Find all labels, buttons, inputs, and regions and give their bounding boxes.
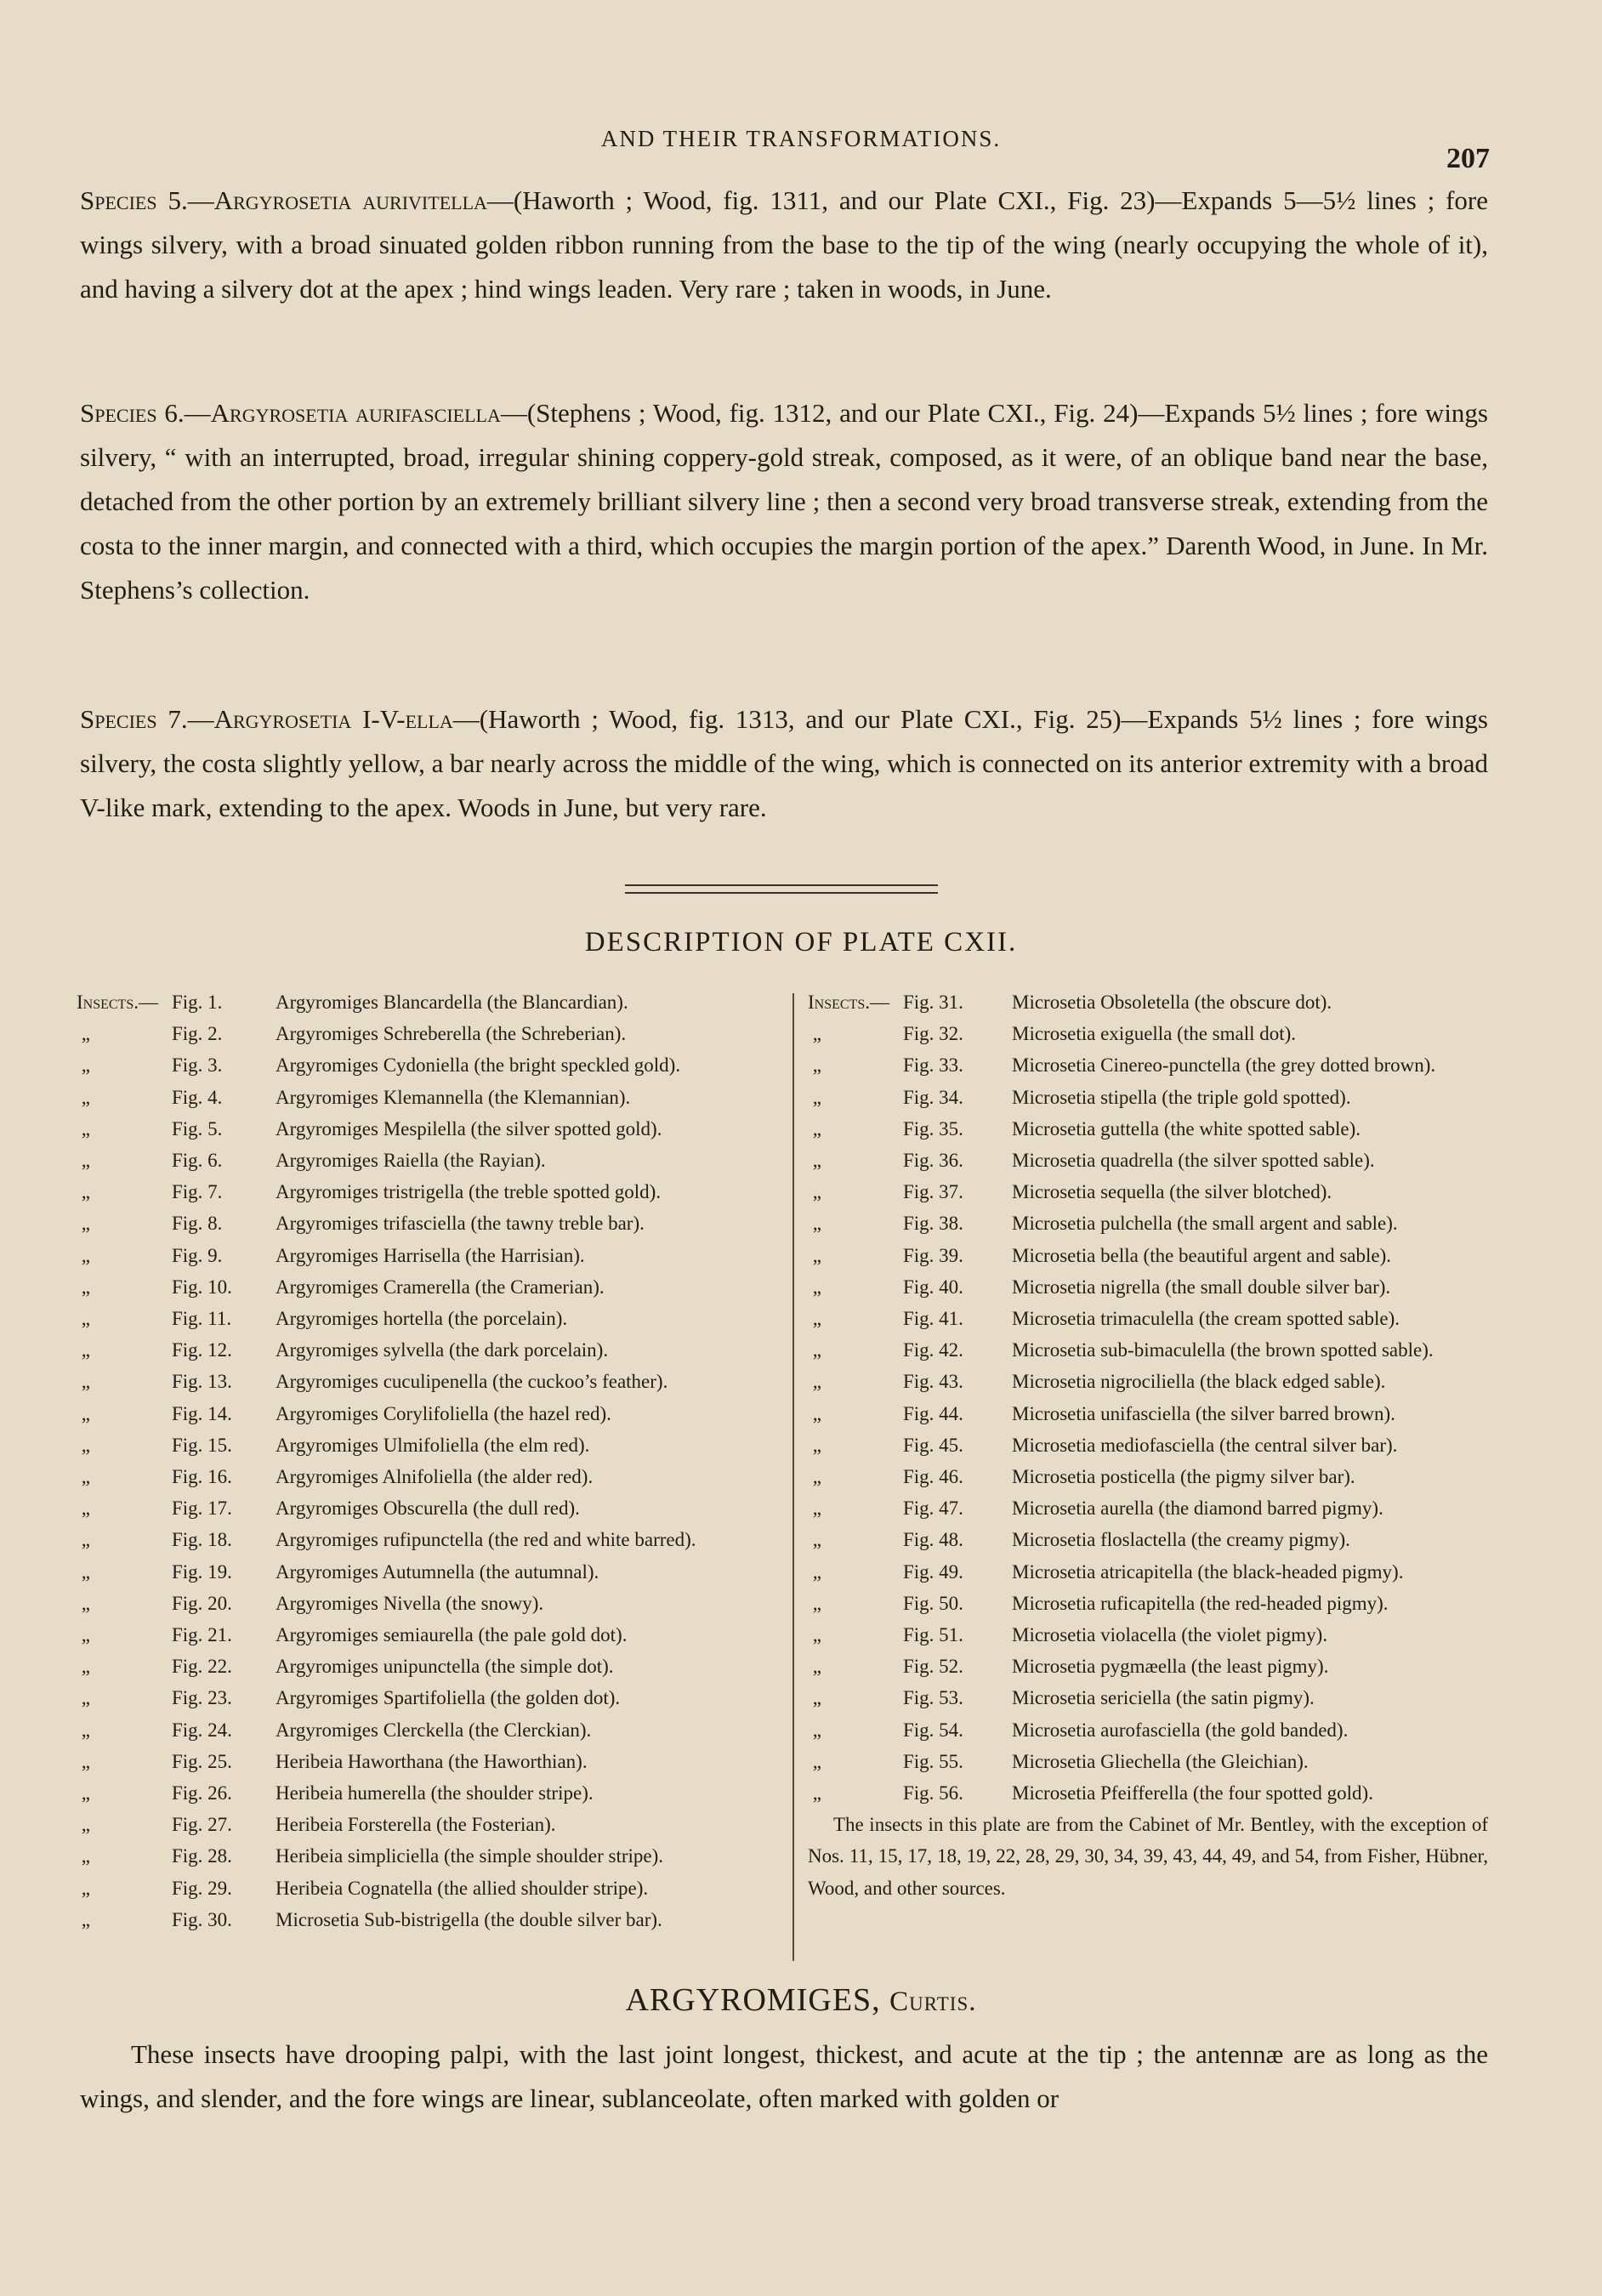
figure-description: Argyromiges Cydoniella (the bright speckled gold).: [276, 1054, 681, 1077]
figure-description: Microsetia floslactella (the creamy pigmy).: [1012, 1529, 1350, 1551]
figure-number: Fig. 38.: [903, 1213, 963, 1235]
ditto-mark: „: [808, 1276, 821, 1298]
plate-note: The insects in this plate are from the Cabinet of Mr. Bentley, with the exception of Nos. 11, 15, 17, 18, 19, 22, 28, 29, 30, 34, 39, 43, 44, 49, and 54, from Fisher, Hübner, Wood, and other sources.: [808, 1814, 1488, 1899]
double-rule-divider: [625, 884, 938, 894]
ditto-mark: „: [77, 1845, 90, 1867]
figure-description: Argyromiges Blancardella (the Blancardian).: [276, 992, 628, 1013]
plate-entry: [808, 1746, 1488, 1777]
figure-number: Fig. 26.: [172, 1782, 232, 1804]
ditto-mark: „: [808, 1054, 821, 1077]
ditto-mark: „: [808, 1656, 821, 1678]
plate-entry: [808, 1524, 1488, 1555]
figure-description: Microsetia unifasciella (the silver barred brown).: [1012, 1402, 1395, 1424]
figure-number: Fig. 53.: [903, 1687, 963, 1709]
ditto-mark: „: [77, 1877, 90, 1899]
plate-entry: [77, 1619, 782, 1651]
figure-number: Fig. 33.: [903, 1054, 963, 1077]
plate-entry: [808, 1777, 1488, 1809]
figure-description: Argyromiges hortella (the porcelain).: [276, 1308, 568, 1330]
plate-entry: [77, 1398, 782, 1429]
figure-number: Fig. 24.: [172, 1719, 232, 1741]
running-head: AND THEIR TRANSFORMATIONS.: [600, 126, 1002, 151]
figure-number: Fig. 21.: [172, 1624, 232, 1646]
plate-entry: [77, 1334, 782, 1366]
species-text: —(Stephens ; Wood, fig. 1312, and our Plate CXI., Fig. 24)—Expands 5½ lines ; fore wings silvery, “ with an interrupted, broad, irregular shining coppery-gold streak, composed, as it were, of an oblique band near the base, detached from the other portion by an extremely brilliant silvery line ; then a second very broad transverse streak, extending from the costa to the inner margin, and connected with a third, which occupies the margin portion of the apex.” Darenth Wood, in June. In Mr. Stephens’s collection.: [80, 398, 1488, 605]
ditto-mark: „: [808, 1592, 821, 1614]
ditto-mark: „: [808, 1244, 821, 1266]
figure-description: Microsetia trimaculella (the cream spotted sable).: [1012, 1308, 1400, 1330]
figure-description: Heribeia Cognatella (the allied shoulder stripe).: [276, 1877, 649, 1899]
ditto-mark: „: [808, 1466, 821, 1488]
figure-number: Fig. 35.: [903, 1117, 963, 1139]
figure-number: Fig. 11.: [172, 1308, 232, 1330]
figure-description: Heribeia simpliciella (the simple shoulder stripe).: [276, 1845, 664, 1867]
figure-number: Fig. 20.: [172, 1592, 232, 1614]
figure-number: Fig. 27.: [172, 1814, 232, 1836]
plate-entry: [808, 1049, 1488, 1081]
ditto-mark: „: [77, 1624, 90, 1646]
plate-entry: [77, 1873, 782, 1904]
plate-entry: [77, 1588, 782, 1619]
plate-entry: [77, 1682, 782, 1713]
plate-entry: [808, 1366, 1488, 1397]
plate-entry: [808, 1588, 1488, 1619]
plate-entry: [77, 1049, 782, 1081]
plate-entry: [77, 1904, 782, 1935]
ditto-mark: „: [77, 1150, 90, 1172]
plate-entry: [808, 1334, 1488, 1366]
figure-description: Microsetia quadrella (the silver spotted sable).: [1012, 1150, 1375, 1172]
figure-description: Argyromiges unipunctella (the simple dot).: [276, 1656, 614, 1678]
figure-description: Microsetia ruficapitella (the red-headed pigmy).: [1012, 1592, 1389, 1614]
figure-description: Argyromiges Klemannella (the Klemannian).: [276, 1086, 631, 1108]
figure-number: Fig. 6.: [172, 1150, 223, 1172]
figure-description: Microsetia stipella (the triple gold spotted).: [1012, 1086, 1351, 1108]
figure-number: Fig. 37.: [903, 1181, 963, 1203]
figure-description: Argyromiges semiaurella (the pale gold dot).: [276, 1624, 628, 1646]
plate-entry: [808, 1271, 1488, 1303]
figure-description: Argyromiges Autumnella (the autumnal).: [276, 1560, 599, 1583]
ditto-mark: „: [808, 1023, 821, 1045]
ditto-mark: „: [808, 1750, 821, 1772]
figure-number: Fig. 10.: [172, 1276, 232, 1298]
ditto-mark: „: [77, 1466, 90, 1488]
figure-number: Fig. 28.: [172, 1845, 232, 1867]
plate-entry: [77, 1176, 782, 1208]
figure-description: Microsetia nigrociliella (the black edged sable).: [1012, 1371, 1386, 1393]
figure-description: Microsetia pulchella (the small argent and sable).: [1012, 1213, 1398, 1235]
plate-entry: [77, 986, 782, 1018]
ditto-mark: „: [808, 1181, 821, 1203]
figure-number: Fig. 25.: [172, 1750, 232, 1772]
figure-number: Fig. 31.: [903, 992, 963, 1013]
figure-description: Argyromiges sylvella (the dark porcelain).: [276, 1339, 609, 1361]
ditto-mark: „: [77, 1908, 90, 1930]
ditto-mark: „: [77, 1371, 90, 1393]
plate-entry: [808, 1492, 1488, 1524]
figure-number: Fig. 5.: [172, 1117, 223, 1139]
figure-number: Fig. 42.: [903, 1339, 963, 1361]
figure-number: Fig. 45.: [903, 1434, 963, 1456]
species-heading: Species 5.—Argyrosetia aurivitella: [80, 185, 487, 215]
ditto-mark: „: [77, 1498, 90, 1520]
figure-number: Fig. 34.: [903, 1086, 963, 1108]
ditto-mark: „: [808, 1339, 821, 1361]
figure-description: Argyromiges Harrisella (the Harrisian).: [276, 1244, 585, 1266]
ditto-mark: „: [77, 1339, 90, 1361]
figure-description: Microsetia violacella (the violet pigmy).: [1012, 1624, 1328, 1646]
plate-entry: [77, 1651, 782, 1682]
figure-description: Argyromiges Schreberella (the Schreberian).: [276, 1023, 627, 1045]
figure-description: Argyromiges Clerckella (the Clerckian).: [276, 1719, 592, 1741]
figure-description: Microsetia aurofasciella (the gold banded).: [1012, 1719, 1349, 1741]
page-number: 207: [1446, 143, 1490, 174]
figure-description: Argyromiges Spartifoliella (the golden dot).: [276, 1687, 621, 1709]
plate-entry: [77, 1840, 782, 1872]
ditto-mark: „: [808, 1687, 821, 1709]
figure-number: Fig. 29.: [172, 1877, 232, 1899]
ditto-mark: „: [808, 1402, 821, 1424]
ditto-mark: „: [808, 1782, 821, 1804]
species-6-paragraph: [80, 391, 1488, 612]
figure-number: Fig. 4.: [172, 1086, 223, 1108]
plate-entry: [77, 1777, 782, 1809]
ditto-mark: „: [77, 1814, 90, 1836]
ditto-mark: „: [77, 1276, 90, 1298]
column-divider: [792, 993, 794, 1961]
plate-entry: [808, 1651, 1488, 1682]
species-heading: Species 7.—Argyrosetia I-V-ella: [80, 704, 453, 734]
genus-author: Curtis.: [889, 1986, 977, 2017]
ditto-mark: „: [77, 1402, 90, 1424]
plate-entry: [77, 1524, 782, 1555]
figure-description: Argyromiges Corylifoliella (the hazel red).: [276, 1402, 611, 1424]
ditto-mark: „: [77, 1719, 90, 1741]
ditto-mark: „: [77, 1656, 90, 1678]
ditto-mark: „: [77, 1244, 90, 1266]
ditto-mark: „: [77, 1434, 90, 1456]
figure-number: Fig. 49.: [903, 1560, 963, 1583]
species-5-paragraph: [80, 179, 1488, 311]
plate-entry: [77, 1492, 782, 1524]
plate-entry: [77, 1556, 782, 1588]
figure-description: Microsetia mediofasciella (the central silver bar).: [1012, 1434, 1398, 1456]
figure-number: Fig. 47.: [903, 1498, 963, 1520]
figure-description: Microsetia Cinereo-punctella (the grey dotted brown).: [1012, 1054, 1436, 1077]
species-heading: Species 6.—Argyrosetia aurifasciella: [80, 398, 501, 428]
figure-number: Fig. 19.: [172, 1560, 232, 1583]
figure-description: Argyromiges Raiella (the Rayian).: [276, 1150, 546, 1172]
figure-description: Microsetia aurella (the diamond barred pigmy).: [1012, 1498, 1383, 1520]
figure-description: Microsetia sub-bimaculella (the brown spotted sable).: [1012, 1339, 1434, 1361]
genus-title: ARGYROMIGES,: [625, 1982, 881, 2018]
figure-number: Fig. 30.: [172, 1908, 232, 1930]
figure-number: Fig. 14.: [172, 1402, 232, 1424]
plate-entry: [808, 1429, 1488, 1461]
species-text: —(Haworth ; Wood, fig. 1313, and our Plate CXI., Fig. 25)—Expands 5½ lines ; fore wings silvery, the costa slightly yellow, a bar nearly across the middle of the wing, which is connected on its anterior extremity with a broad V-like mark, extending to the apex. Woods in June, but very rare.: [80, 704, 1488, 822]
insects-label: Insects.—: [808, 992, 889, 1013]
plate-entry: [77, 1145, 782, 1176]
ditto-mark: „: [808, 1560, 821, 1583]
figure-number: Fig. 3.: [172, 1054, 223, 1077]
ditto-mark: „: [77, 1117, 90, 1139]
ditto-mark: „: [808, 1086, 821, 1108]
ditto-mark: „: [808, 1213, 821, 1235]
plate-entry: [808, 1113, 1488, 1145]
figure-number: Fig. 16.: [172, 1466, 232, 1488]
ditto-mark: „: [77, 1054, 90, 1077]
ditto-mark: „: [808, 1117, 821, 1139]
figure-description: Microsetia atricapitella (the black-headed pigmy).: [1012, 1560, 1404, 1583]
plate-entry: [77, 1240, 782, 1271]
figure-description: Microsetia nigrella (the small double silver bar).: [1012, 1276, 1391, 1298]
plate-entry: [77, 1208, 782, 1239]
ditto-mark: „: [77, 1023, 90, 1045]
plate-entry: [808, 1176, 1488, 1208]
ditto-mark: „: [77, 1782, 90, 1804]
plate-entry: [77, 1082, 782, 1113]
figure-number: Fig. 22.: [172, 1656, 232, 1678]
plate-entry: [77, 1303, 782, 1334]
figure-description: Microsetia pygmæella (the least pigmy).: [1012, 1656, 1329, 1678]
plate-entry: [808, 1208, 1488, 1239]
plate-entry: [77, 1461, 782, 1492]
plate-entry: [808, 1714, 1488, 1746]
plate-entry: [808, 1303, 1488, 1334]
figure-description: Argyromiges cuculipenella (the cuckoo’s feather).: [276, 1371, 668, 1393]
figure-description: Argyromiges Alnifoliella (the alder red).: [276, 1466, 594, 1488]
plate-entry: [77, 1429, 782, 1461]
ditto-mark: „: [77, 1560, 90, 1583]
plate-entry: [808, 1556, 1488, 1588]
plate-entry: [77, 1018, 782, 1049]
species-7-paragraph: [80, 697, 1488, 830]
plate-entry: [77, 1366, 782, 1397]
ditto-mark: „: [77, 1308, 90, 1330]
figure-number: Fig. 7.: [172, 1181, 223, 1203]
plate-entry: [77, 1271, 782, 1303]
ditto-mark: „: [808, 1719, 821, 1741]
ditto-mark: „: [808, 1624, 821, 1646]
plate-title: DESCRIPTION OF PLATE CXII.: [584, 927, 1018, 958]
plate-list-left-column: [77, 986, 782, 1935]
plate-entries-right: [808, 986, 1488, 1809]
figure-number: Fig. 41.: [903, 1308, 963, 1330]
figure-number: Fig. 1.: [172, 992, 223, 1013]
ditto-mark: „: [77, 1213, 90, 1235]
figure-number: Fig. 17.: [172, 1498, 232, 1520]
figure-number: Fig. 52.: [903, 1656, 963, 1678]
figure-number: Fig. 55.: [903, 1750, 963, 1772]
figure-number: Fig. 54.: [903, 1719, 963, 1741]
figure-description: Argyromiges Obscurella (the dull red).: [276, 1498, 580, 1520]
figure-number: Fig. 13.: [172, 1371, 232, 1393]
figure-description: Argyromiges Nivella (the snowy).: [276, 1592, 544, 1614]
figure-description: Microsetia sericiella (the satin pigmy).: [1012, 1687, 1315, 1709]
figure-number: Fig. 12.: [172, 1339, 232, 1361]
figure-description: Microsetia Pfeifferella (the four spotted gold).: [1012, 1782, 1373, 1804]
plate-entry: [808, 1082, 1488, 1113]
figure-description: Heribeia humerella (the shoulder stripe).: [276, 1782, 594, 1804]
ditto-mark: „: [808, 1529, 821, 1551]
plate-entry: [808, 1145, 1488, 1176]
figure-description: Argyromiges tristrigella (the treble spotted gold).: [276, 1181, 662, 1203]
figure-number: Fig. 32.: [903, 1023, 963, 1045]
plate-list-right-column: [808, 986, 1488, 1904]
plate-entry: [808, 1682, 1488, 1713]
ditto-mark: „: [808, 1434, 821, 1456]
ditto-mark: „: [77, 1181, 90, 1203]
ditto-mark: „: [808, 1371, 821, 1393]
figure-description: Microsetia Gliechella (the Gleichian).: [1012, 1750, 1309, 1772]
figure-description: Argyromiges Cramerella (the Cramerian).: [276, 1276, 605, 1298]
ditto-mark: „: [77, 1750, 90, 1772]
figure-number: Fig. 39.: [903, 1244, 963, 1266]
figure-description: Argyromiges rufipunctella (the red and white barred).: [276, 1529, 696, 1551]
plate-entry: [808, 1018, 1488, 1049]
ditto-mark: „: [77, 1687, 90, 1709]
ditto-mark: „: [808, 1498, 821, 1520]
plate-entry: [808, 1619, 1488, 1651]
figure-number: Fig. 44.: [903, 1402, 963, 1424]
figure-number: Fig. 9.: [172, 1244, 223, 1266]
ditto-mark: „: [77, 1592, 90, 1614]
genus-heading: [0, 1981, 1602, 2019]
figure-description: Heribeia Haworthana (the Haworthian).: [276, 1750, 588, 1772]
figure-description: Microsetia Obsoletella (the obscure dot).: [1012, 992, 1332, 1013]
plate-entry: [77, 1809, 782, 1840]
figure-number: Fig. 18.: [172, 1529, 232, 1551]
figure-number: Fig. 8.: [172, 1213, 223, 1235]
ditto-mark: „: [77, 1086, 90, 1108]
figure-number: Fig. 48.: [903, 1529, 963, 1551]
figure-description: Microsetia Sub-bistrigella (the double silver bar).: [276, 1908, 662, 1930]
figure-number: Fig. 50.: [903, 1592, 963, 1614]
plate-entry: [808, 1240, 1488, 1271]
figure-description: Argyromiges Mespilella (the silver spotted gold).: [276, 1117, 662, 1139]
plate-entry: [77, 1746, 782, 1777]
figure-description: Microsetia guttella (the white spotted sable).: [1012, 1117, 1361, 1139]
ditto-mark: „: [808, 1308, 821, 1330]
figure-description: Microsetia posticella (the pigmy silver bar).: [1012, 1466, 1355, 1488]
figure-description: Argyromiges Ulmifoliella (the elm red).: [276, 1434, 590, 1456]
figure-number: Fig. 36.: [903, 1150, 963, 1172]
figure-number: Fig. 51.: [903, 1624, 963, 1646]
plate-entry: [808, 986, 1488, 1018]
figure-number: Fig. 15.: [172, 1434, 232, 1456]
figure-number: Fig. 23.: [172, 1687, 232, 1709]
figure-number: Fig. 43.: [903, 1371, 963, 1393]
ditto-mark: „: [77, 1529, 90, 1551]
figure-description: Argyromiges trifasciella (the tawny treble bar).: [276, 1213, 645, 1235]
ditto-mark: „: [808, 1150, 821, 1172]
insects-label: Insects.—: [77, 992, 158, 1013]
plate-entry: [77, 1113, 782, 1145]
genus-description: These insects have drooping palpi, with the last joint longest, thickest, and acute at the tip ; the antennæ are as long as the wings, and slender, and the fore wings are linear, sublanceolate, often marked with golden or: [80, 2039, 1488, 2113]
plate-entry: [808, 1461, 1488, 1492]
figure-description: Microsetia bella (the beautiful argent and sable).: [1012, 1244, 1391, 1266]
figure-number: Fig. 40.: [903, 1276, 963, 1298]
plate-entry: [77, 1714, 782, 1746]
figure-number: Fig. 2.: [172, 1023, 223, 1045]
plate-entry: [808, 1398, 1488, 1429]
figure-number: Fig. 56.: [903, 1782, 963, 1804]
figure-number: Fig. 46.: [903, 1466, 963, 1488]
figure-description: Microsetia sequella (the silver blotched).: [1012, 1181, 1332, 1203]
figure-description: Microsetia exiguella (the small dot).: [1012, 1023, 1297, 1045]
species-text: —(Haworth ; Wood, fig. 1311, and our Plate CXI., Fig. 23)—Expands 5—5½ lines ; fore wings silvery, with a broad sinuated golden ribbon running from the base to the tip of the wing (nearly occupying the whole of it), and having a silvery dot at the apex ; hind wings leaden. Very rare ; taken in woods, in June.: [80, 185, 1488, 304]
figure-description: Heribeia Forsterella (the Fosterian).: [276, 1814, 556, 1836]
